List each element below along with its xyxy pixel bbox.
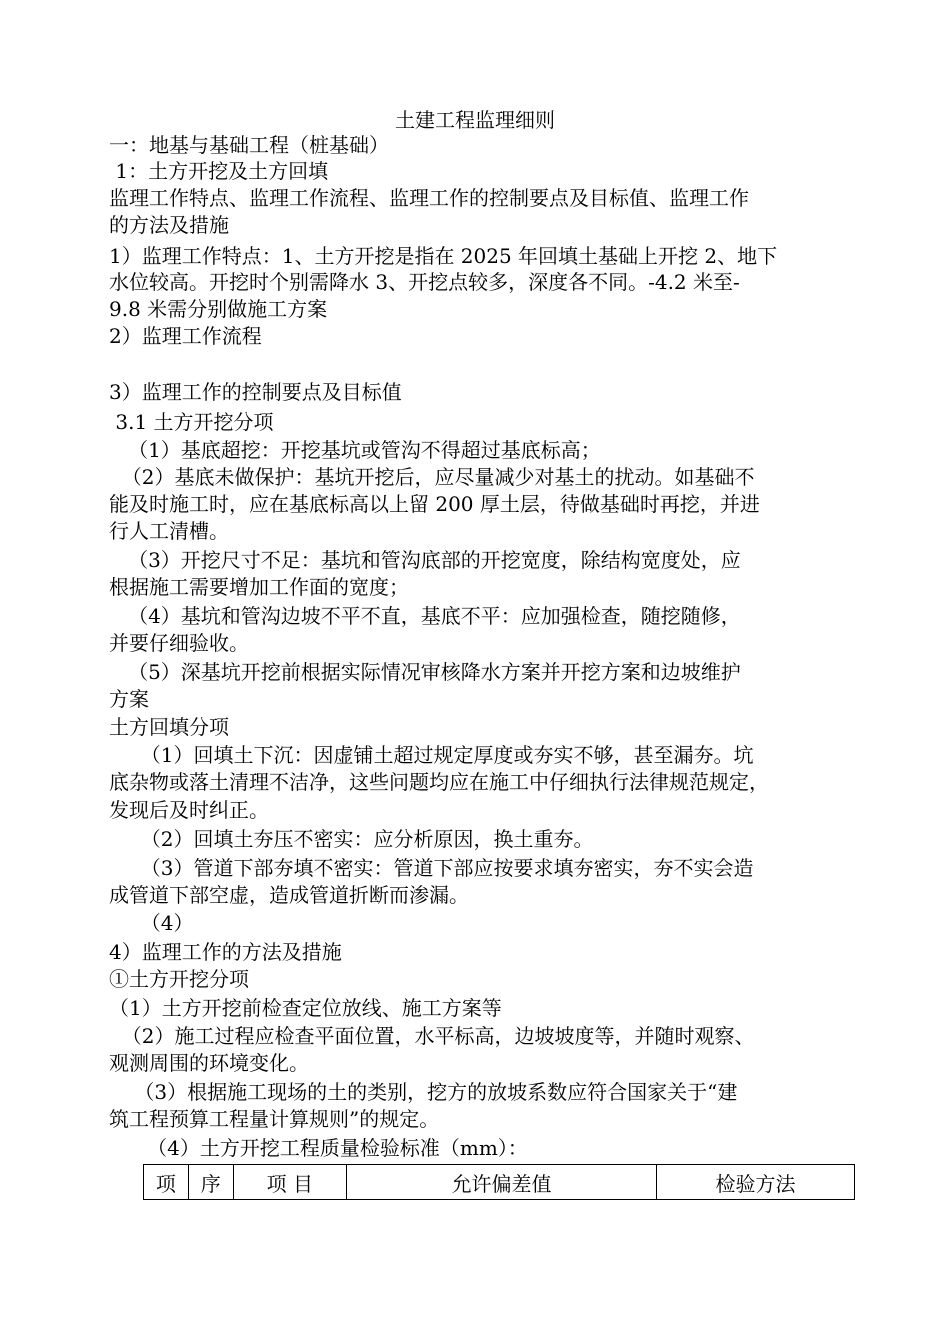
paragraph-line: 监理工作特点、监理工作流程、监理工作的控制要点及目标值、监理工作 xyxy=(109,186,749,210)
table-header-cell: 项 xyxy=(144,1165,189,1200)
paragraph-line: 2）监理工作流程 xyxy=(109,324,262,348)
table-header-cell: 序 xyxy=(188,1165,233,1200)
paragraph-line: 发现后及时纠正。 xyxy=(109,798,269,822)
paragraph-line: （2）基底未做保护：基坑开挖后，应尽量减少对基土的扰动。如基础不 xyxy=(109,465,755,489)
document-title: 土建工程监理细则 xyxy=(395,108,555,132)
paragraph-line: 9.8 米需分别做施工方案 xyxy=(109,297,328,321)
paragraph-line: 3.1 土方开挖分项 xyxy=(109,410,274,434)
paragraph-line: （1）回填土下沉：因虚铺土超过规定厚度或夯实不够，甚至漏夯。坑 xyxy=(109,743,754,767)
paragraph-line: （1）基底超挖：开挖基坑或管沟不得超过基底标高； xyxy=(109,438,601,462)
paragraph-line: 根据施工需要增加工作面的宽度； xyxy=(109,575,409,599)
subsection-heading: 1：土方开挖及土方回填 xyxy=(109,159,329,183)
paragraph-line: （3）开挖尺寸不足：基坑和管沟底部的开挖宽度，除结构宽度处，应 xyxy=(109,548,741,572)
paragraph-line: 4）监理工作的方法及措施 xyxy=(109,940,342,964)
paragraph-line: （2）施工过程应检查平面位置，水平标高，边坡坡度等，并随时观察、 xyxy=(109,1024,755,1048)
paragraph-line: （1）土方开挖前检查定位放线、施工方案等 xyxy=(109,996,502,1020)
paragraph-line: 水位较高。开挖时个别需降水 3、开挖点较多，深度各不同。-4.2 米至- xyxy=(109,270,740,294)
section-heading: 一：地基与基础工程（桩基础） xyxy=(109,133,389,157)
paragraph-line: 土方回填分项 xyxy=(109,715,229,739)
paragraph-line: 行人工清槽。 xyxy=(109,519,229,543)
paragraph-line: （4）土方开挖工程质量检验标准（mm）： xyxy=(109,1136,528,1160)
quality-standard-table xyxy=(143,1164,855,1200)
paragraph-line: ①土方开挖分项 xyxy=(109,967,249,991)
paragraph-line: 1）监理工作特点：1、土方开挖是指在 2025 年回填土基础上开挖 2、地下 xyxy=(109,244,778,268)
paragraph-line: （3）根据施工现场的土的类别，挖方的放坡系数应符合国家关于“建 xyxy=(109,1080,738,1104)
table-header-cell: 允许偏差值 xyxy=(347,1165,657,1200)
paragraph-line: 观测周围的环境变化。 xyxy=(109,1051,309,1075)
paragraph-line: （2）回填土夯压不密实：应分析原因，换土重夯。 xyxy=(109,827,594,851)
paragraph-line: 底杂物或落土清理不洁净，这些问题均应在施工中仔细执行法律规范规定， xyxy=(109,770,769,794)
paragraph-line: 成管道下部空虚，造成管道折断而渗漏。 xyxy=(109,883,469,907)
paragraph-line: 能及时施工时，应在基底标高以上留 200 厚土层，待做基础时再挖，并进 xyxy=(109,492,760,516)
paragraph-line: 的方法及措施 xyxy=(109,213,229,237)
paragraph-line: 筑工程预算工程量计算规则”的规定。 xyxy=(109,1107,440,1131)
paragraph-line: （5）深基坑开挖前根据实际情况审核降水方案并开挖方案和边坡维护 xyxy=(109,660,741,684)
table-header-cell: 项 目 xyxy=(233,1165,346,1200)
paragraph-line: 3）监理工作的控制要点及目标值 xyxy=(109,380,402,404)
paragraph-line: （4） xyxy=(109,911,194,935)
paragraph-line: （4）基坑和管沟边坡不平不直，基底不平：应加强检查，随挖随修， xyxy=(109,604,741,628)
paragraph-line: 方案 xyxy=(109,687,149,711)
table-header-row xyxy=(144,1165,855,1200)
paragraph-line: （3）管道下部夯填不密实：管道下部应按要求填夯密实，夯不实会造 xyxy=(109,856,754,880)
paragraph-line: 并要仔细验收。 xyxy=(109,631,249,655)
table-header-cell: 检验方法 xyxy=(657,1165,855,1200)
